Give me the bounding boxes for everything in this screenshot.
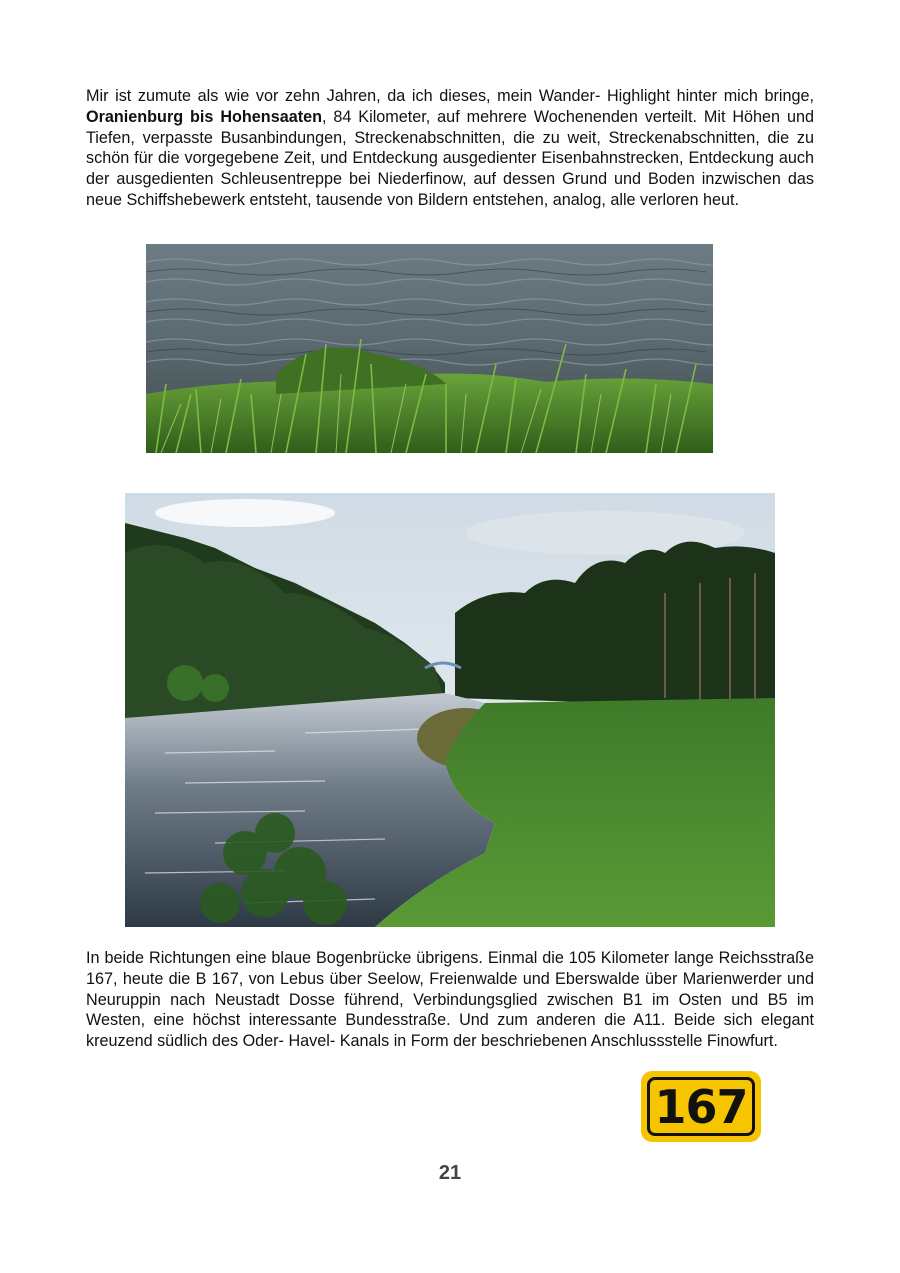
road-sign-number: 167 bbox=[647, 1077, 755, 1136]
photo-canal-image bbox=[125, 493, 775, 927]
photo-canal-bank-water bbox=[146, 244, 713, 453]
paragraph-intro bbox=[86, 86, 814, 211]
route-name: Oranienburg bis Hohensaaten bbox=[86, 107, 322, 126]
page-number: 21 bbox=[438, 1162, 462, 1184]
photo-canal-landscape bbox=[125, 493, 775, 927]
paragraph-bridges: In beide Richtungen eine blaue Bogenbrücke übrigens. Einmal die 105 Kilometer lange Reichsstraße 167, heute die B 167, von Lebus über Seelow, Freienwalde und Eberswalde über Marienwerder und Neuruppin nach Neustadt Dosse führend, Verbindungsglied zwischen B1 im Osten und B5 im Westen, eine höchst interessante Bundesstraße. Und zum anderen die A11. Beide sich elegant kreuzend südlich des Oder- Havel- Kanals in Form der beschriebenen Anschlussstelle Finowfurt. bbox=[86, 949, 814, 1051]
paragraph-intro-rest: , 84 Kilometer, auf mehrere Wochenenden verteilt. Mit Höhen und Tiefen, verpasste Busanbindungen, Streckenabschnitten, die zu weit, Streckenabschnitten, die zu schön für die vorgegebene Zeit, und Entdeckung ausgedienter Eisenbahnstrecken, Entdeckung auch der ausgedienten Schleusentreppe bei Niederfinow, auf dessen Grund und Boden inzwischen das neue Schiffshebewerk entsteht, tausende von Bildern entstehen, analog, alle verloren heut. bbox=[86, 107, 814, 209]
photo-water-image bbox=[146, 244, 713, 453]
paragraph-intro-text: Mir ist zumute als wie vor zehn Jahren, da ich dieses, mein Wander- Highlight hinter mich bringe, bbox=[86, 87, 814, 105]
road-sign-b167 bbox=[641, 1071, 761, 1142]
